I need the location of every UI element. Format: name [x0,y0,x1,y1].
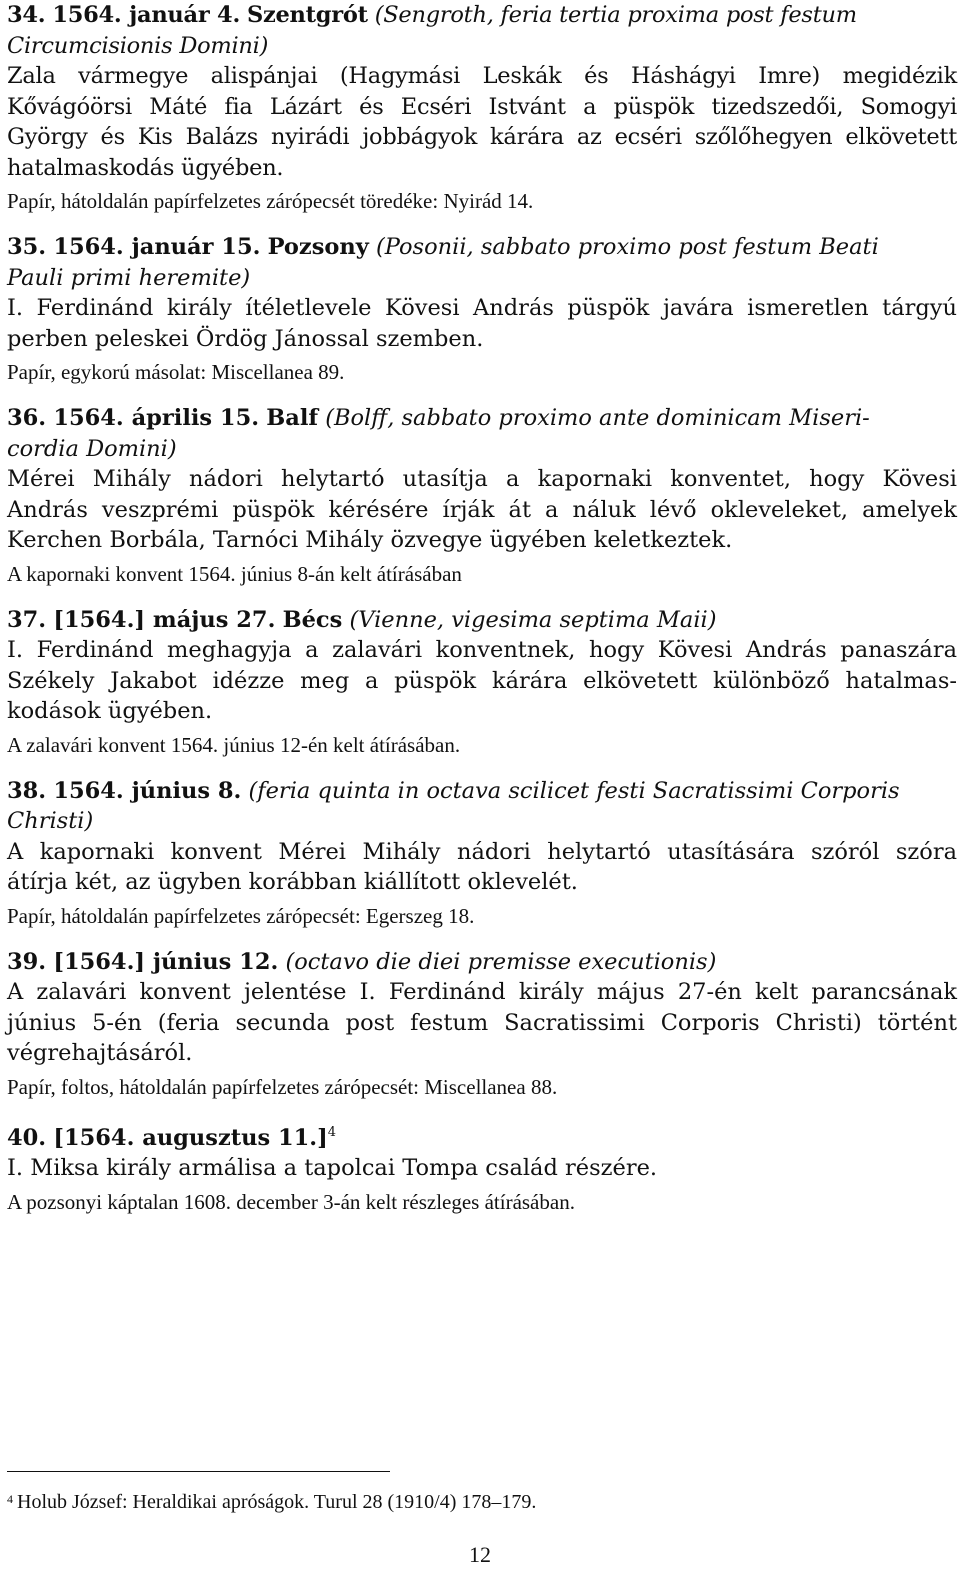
entry-latin-dating: (octavo die diei premisse executionis) [285,948,717,975]
entry-number: 40. [7,1124,47,1151]
entry-number: 38. [7,777,47,804]
entry-number: 37. [7,606,47,633]
entry-latin-dating: (Vienne, vigesima septima Maii) [349,606,717,633]
entry-body-line: június 5-én (feria secunda post festum Sacratissimi Corporis Christi) történt [7,1009,957,1036]
entry-latin-dating: (feria quinta in octava scilicet festi Sacratissimi Corporis [248,777,900,804]
entry-39 [7,947,957,1101]
entry-body-line: A zalavári konvent jelentése I. Ferdinánd király május 27-én kelt parancsának [7,979,957,1005]
entry-source-note: A pozsonyi káptalan 1608. december 3-án kelt részleges átírásában. [7,1189,575,1214]
entry-latin-dating: (Sengroth, feria tertia proxima post festum [374,2,857,28]
entry-latin-dating: (Bolff, sabbato proximo ante dominicam Miseri- [325,405,870,431]
entry-body-line: I. Ferdinánd meghagyja a zalavári konventnek, hogy Kövesi András panaszára [7,637,957,663]
entry-body-line: kodások ügyében. [7,698,213,724]
entry-latin-dating: (Posonii, sabbato proximo post festum Beati [375,234,879,260]
entry-body-line: Mérei Mihály nádori helytartó utasítja a kapornaki konventet, hogy Kövesi [7,466,957,492]
footnote-separator [7,1471,390,1472]
entry-source-note: A zalavári konvent 1564. június 12-én kelt átírásában. [7,732,461,757]
entry-source-note: Papír, hátoldalán papírfelzetes zárópecsét töredéke: Nyirád 14. [7,189,534,213]
entry-place: Pozsony [267,234,369,260]
entry-number: 36. [7,405,47,431]
entry-heading [7,403,957,434]
footnote-reference[interactable]: 4 [327,1124,337,1140]
entry-heading [7,0,957,31]
entry-body-line: György és Kis Balázs nyirádi jobbágyok kárára az ecséri szőlőhegyen elkövetett [7,124,957,150]
entry-place: Szentgrót [246,2,368,28]
entry-body-line: András veszprémi püspök kérésére írják át a náluk lévő okleveleket, amelyek [7,496,957,523]
entry-source-note: Papír, egykorú másolat: Miscellanea 89. [7,360,345,384]
entry-date: [1564.] május 27. [53,606,276,633]
footnote [7,1486,536,1515]
entry-latin-dating-cont: Pauli primi heremite) [7,264,251,291]
entry-source-note: Papír, hátoldalán papírfelzetes zárópecsét: Egerszeg 18. [7,903,475,928]
entry-place: Bécs [282,606,343,633]
entry-date: 1564. január 4. [52,2,241,28]
entry-place: Balf [266,405,319,431]
entry-40 [7,1118,957,1216]
footnote-text: Holub József: Heraldikai apróságok. Turul 28 (1910/4) 178–179. [17,1491,537,1513]
entry-heading [7,947,957,978]
entry-heading [7,232,957,263]
entry-source-note: Papír, foltos, hátoldalán papírfelzetes zárópecsét: Miscellanea 88. [7,1074,558,1099]
entry-body-line: Zala vármegye alispánjai (Hagymási Leskák és Háshágyi Imre) megidézik [7,63,957,89]
page-number: 12 [469,1542,491,1567]
entry-number: 34. [7,2,46,28]
entry-34 [7,0,957,215]
entry-body-line: hatalmaskodás ügyében. [7,154,284,181]
entry-body-line: átírja két, az ügyben korábban kiállított oklevelét. [7,869,578,895]
entry-latin-dating-cont: cordia Domini) [7,435,177,462]
entry-37 [7,605,957,759]
entry-date: 1564. június 8. [53,777,242,804]
entry-body-line: I. Miksa király armálisa a tapolcai Tompa család részére. [7,1155,658,1181]
entry-36 [7,403,957,588]
entry-body-line: A kapornaki konvent Mérei Mihály nádori helytartó utasítására szóról szóra [7,838,957,865]
entry-source-note: A kapornaki konvent 1564. június 8-án kelt átírásában [7,561,462,586]
entry-body-line: végrehajtásáról. [7,1040,193,1066]
entry-heading [7,776,957,807]
entry-body-line: I. Ferdinánd király ítéletlevele Kövesi András püspök javára ismeretlen tárgyú [7,295,957,321]
footnote-mark: 4 [7,1492,13,1506]
entry-heading [7,1118,957,1154]
entry-body-line: Kerchen Borbála, Tarnóci Mihály özvegye ügyében keletkeztek. [7,527,733,553]
entry-latin-dating-cont: Christi) [7,808,94,834]
entry-number: 39. [7,948,47,975]
entry-latin-dating-cont: Circumcisionis Domini) [7,32,269,59]
entry-heading [7,605,957,636]
entry-body-line: Székely Jakabot idézze meg a püspök kárára elkövetett különböző hatalmas- [7,667,957,694]
document-page [7,0,957,1216]
entry-date: [1564. augusztus 11.] [53,1124,328,1151]
entry-body-line: perben peleskei Ördög Jánossal szemben. [7,325,484,352]
entry-date: 1564. január 15. [53,234,261,260]
entry-number: 35. [7,234,47,260]
entry-date: 1564. április 15. [53,405,260,431]
entry-38 [7,776,957,930]
entry-body-line: Kővágóörsi Máté fia Lázárt és Ecséri Istvánt a püspök tizedszedői, Somogyi [7,93,957,120]
entry-35 [7,232,957,386]
entry-date: [1564.] június 12. [53,948,279,975]
